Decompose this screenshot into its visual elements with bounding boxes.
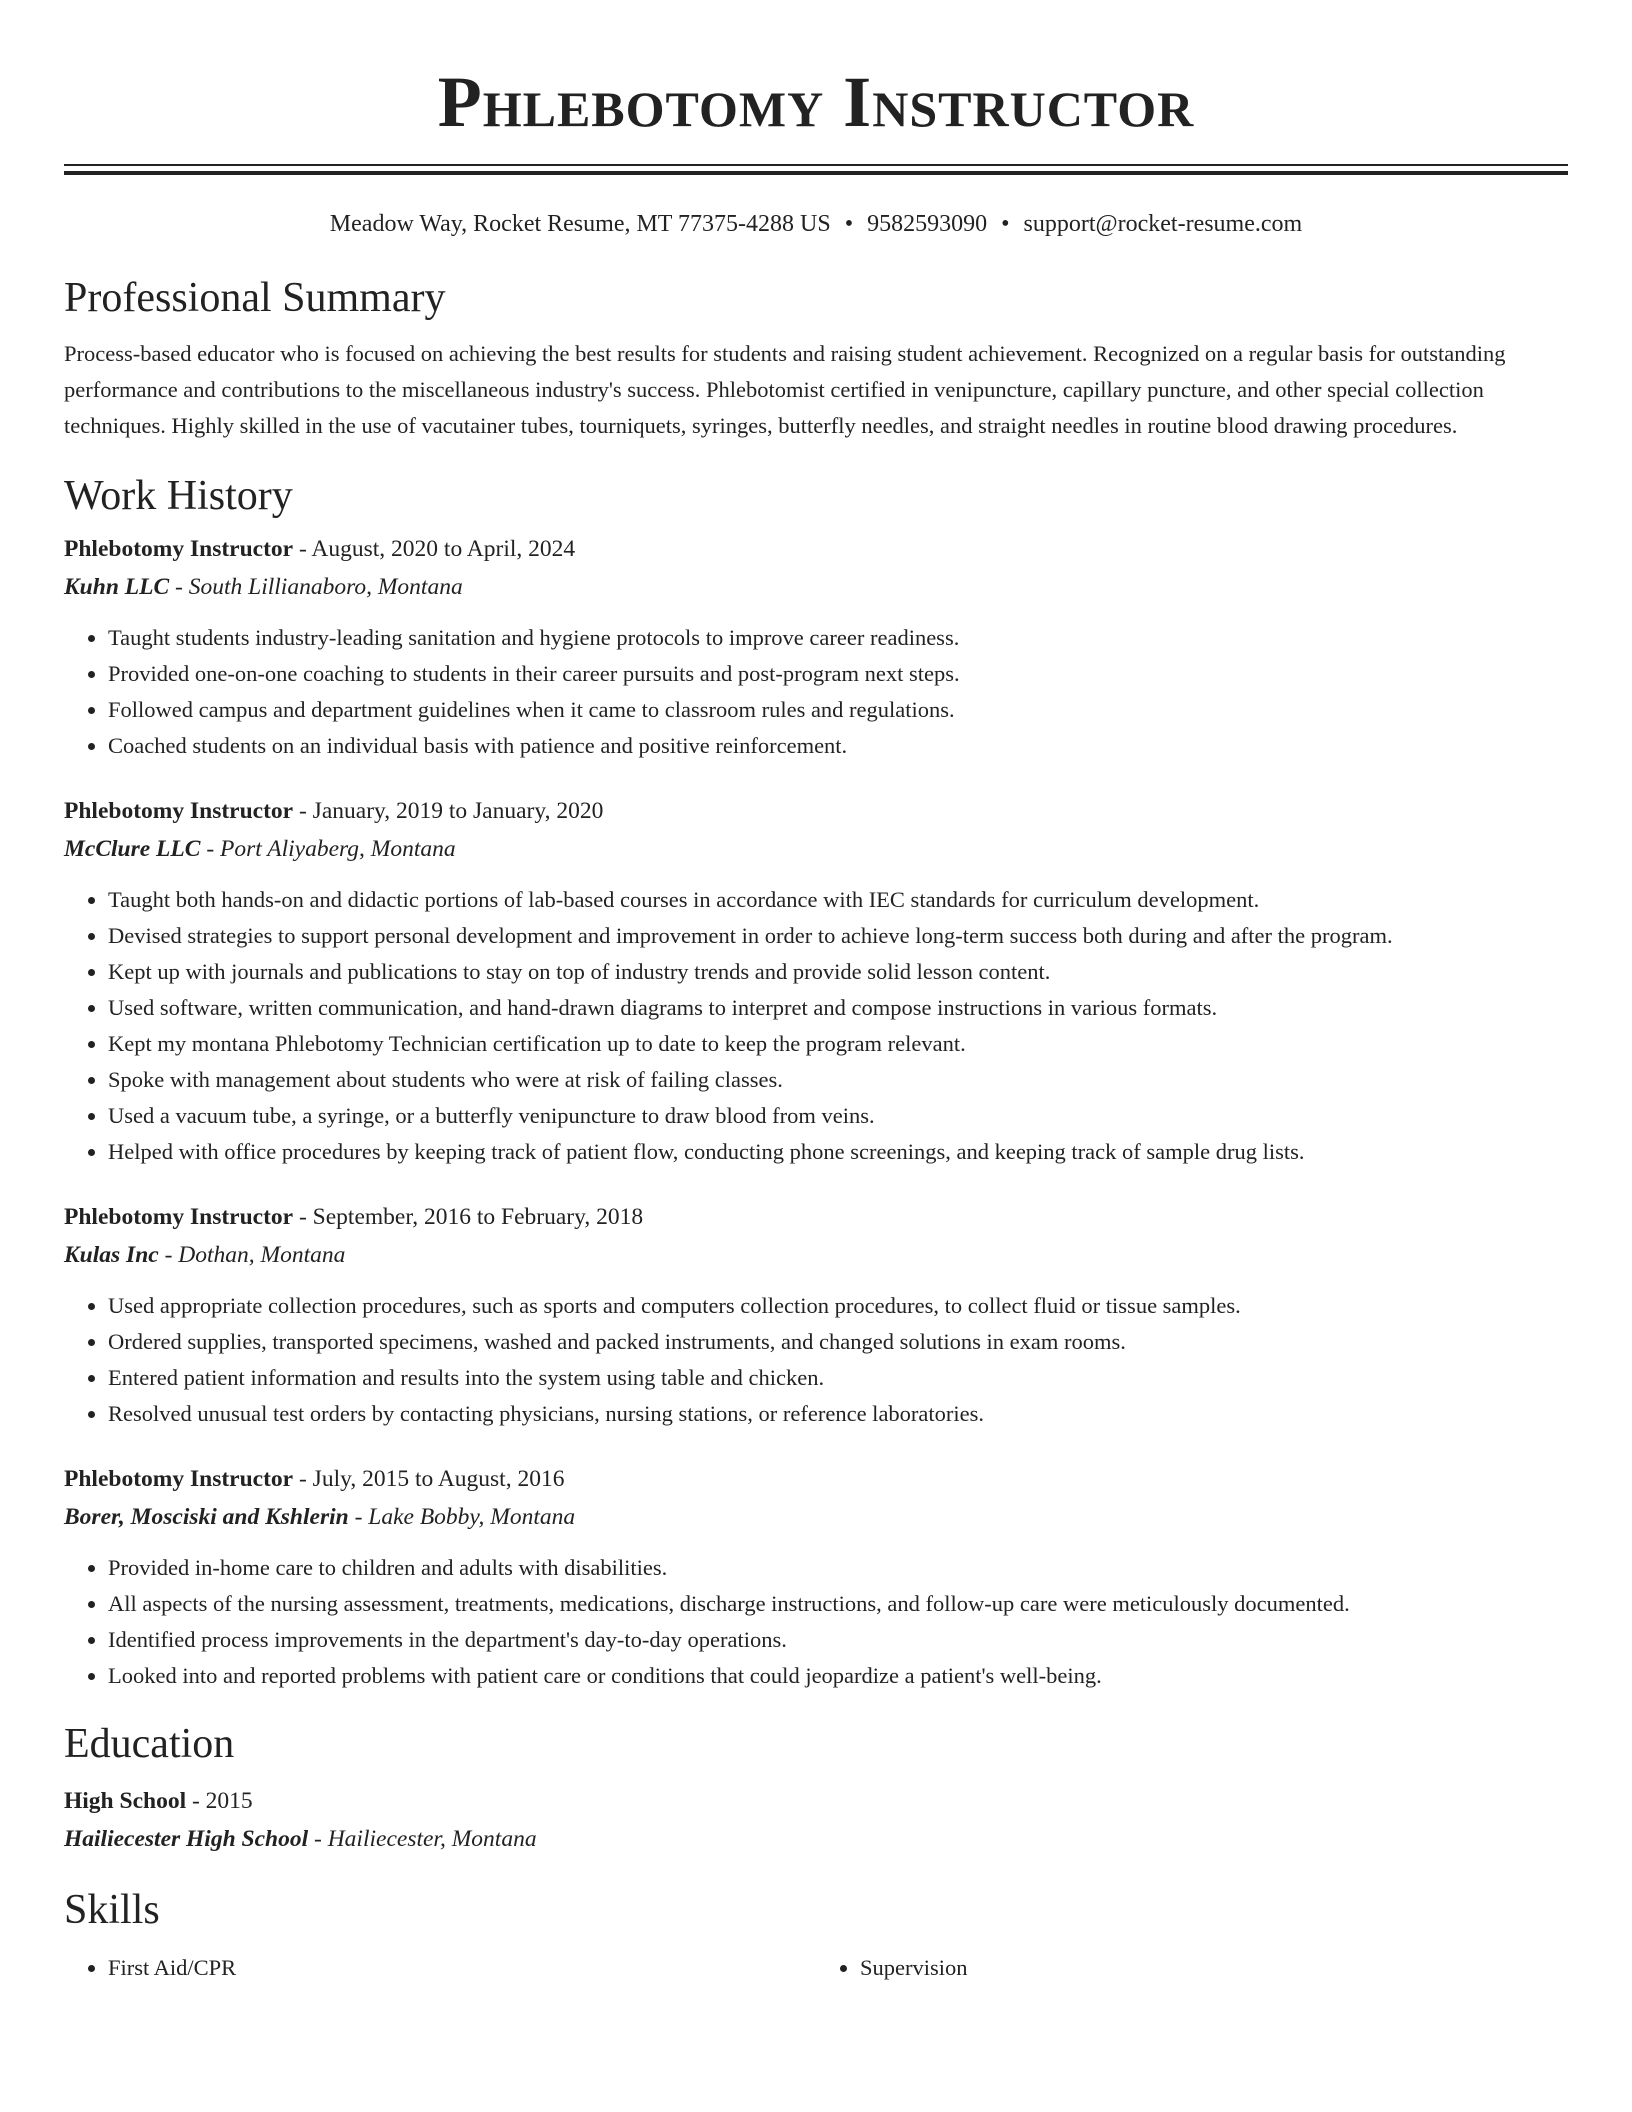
job-location: - South Lillianaboro, Montana (169, 574, 463, 600)
job-bullets (64, 882, 1568, 1170)
education-school-line (64, 1820, 1568, 1858)
skills-heading: Skills (64, 1887, 160, 1933)
job-title: Phlebotomy Instructor (64, 536, 294, 562)
job-bullet: • Kept my montana Phlebotomy Technician certification up to date to keep the program relevant. (108, 1026, 1568, 1062)
job-company: Kuhn LLC (64, 574, 170, 600)
job-bullets (64, 620, 1568, 764)
job-company-line (64, 1236, 1568, 1274)
job-bullet: • Resolved unusual test orders by contacting physicians, nursing stations, or reference laboratories. (108, 1396, 1568, 1432)
job-bullet: • All aspects of the nursing assessment, treatments, medications, discharge instructions, and follow-up care were meticulously documented. (108, 1586, 1568, 1622)
job-company: McClure LLC (64, 836, 201, 862)
job-header (64, 1460, 1568, 1498)
job-bullet: • Used appropriate collection procedures, such as sports and computers collection procedures, to collect fluid or tissue samples. (108, 1288, 1568, 1324)
job-bullet: • Identified process improvements in the department's day-to-day operations. (108, 1622, 1568, 1658)
education-location: - Hailiecester, Montana (308, 1826, 537, 1852)
contact-separator: • (844, 211, 854, 237)
job-title: Phlebotomy Instructor (64, 1466, 294, 1492)
job-entry (64, 530, 1568, 764)
education-header (64, 1782, 1568, 1820)
job-bullet: • Entered patient information and results into the system using table and chicken. (108, 1360, 1568, 1396)
skills-grid (64, 1950, 1568, 1986)
job-location: - Lake Bobby, Montana (348, 1504, 576, 1530)
job-bullet: • Spoke with management about students who were at risk of failing classes. (108, 1062, 1568, 1098)
resume-name: Phlebotomy Instructor (437, 62, 1195, 142)
job-location: - Dothan, Montana (158, 1242, 346, 1268)
job-company-line (64, 1498, 1568, 1536)
contact-separator: • (1001, 211, 1010, 237)
education-heading: Education (64, 1721, 235, 1767)
resume-page (64, 0, 1568, 1986)
job-company: Borer, Mosciski and Kshlerin (64, 1504, 349, 1530)
job-entry (64, 792, 1568, 1170)
skills-column-right (816, 1950, 1568, 1986)
education-school: Hailiecester High School (64, 1826, 309, 1852)
skills-column-left (64, 1950, 816, 1986)
skill-item: • First Aid/CPR (108, 1950, 816, 1986)
job-bullet: • Provided in-home care to children and adults with disabilities. (108, 1550, 1568, 1586)
job-bullet: • Ordered supplies, transported specimens, washed and packed instruments, and changed solutions in exam rooms. (108, 1324, 1568, 1360)
summary-text: Process-based educator who is focused on achieving the best results for students and raising student achievement. Recognized on a regular basis for outstanding performance and contributions to the miscellaneous industry's success. Phlebotomist certified in venipuncture, capillary puncture, and other special collection techniques. Highly skilled in the use of vacutainer tubes, tourniquets, syringes, butterfly needles, and straight needles in routine blood drawing procedures. (64, 341, 1506, 438)
education-year: - 2015 (186, 1788, 253, 1814)
job-entry (64, 1460, 1568, 1694)
job-dates: - July, 2015 to August, 2016 (293, 1466, 565, 1492)
job-bullet: • Followed campus and department guidelines when it came to classroom rules and regulations. (108, 692, 1568, 728)
job-bullet: • Taught students industry-leading sanitation and hygiene protocols to improve career readiness. (108, 620, 1568, 656)
job-bullet: • Devised strategies to support personal development and improvement in order to achieve long-term success both during and after the program. (108, 918, 1568, 954)
contact-address: Meadow Way, Rocket Resume, MT 77375-4288 US (329, 211, 831, 237)
job-bullet: • Coached students on an individual basis with patience and positive reinforcement. (108, 728, 1568, 764)
job-company: Kulas Inc (64, 1242, 159, 1268)
education-degree: High School (64, 1788, 187, 1814)
job-company-line (64, 830, 1568, 868)
job-dates: - August, 2020 to April, 2024 (293, 536, 576, 562)
job-entry (64, 1198, 1568, 1432)
contact-line (64, 208, 1568, 240)
job-company-line (64, 568, 1568, 606)
skill-item: • Supervision (860, 1950, 1568, 1986)
job-bullet: • Looked into and reported problems with patient care or conditions that could jeopardize a patient's well-being. (108, 1658, 1568, 1694)
job-dates: - September, 2016 to February, 2018 (293, 1204, 644, 1230)
job-title: Phlebotomy Instructor (64, 1204, 294, 1230)
job-dates: - January, 2019 to January, 2020 (293, 798, 604, 824)
job-bullet: • Kept up with journals and publications to stay on top of industry trends and provide solid lesson content. (108, 954, 1568, 990)
header-divider (64, 164, 1568, 175)
job-header (64, 792, 1568, 830)
job-header (64, 530, 1568, 568)
job-title: Phlebotomy Instructor (64, 798, 294, 824)
job-bullet: • Used software, written communication, and hand-drawn diagrams to interpret and compose instructions in various formats. (108, 990, 1568, 1026)
job-bullets (64, 1550, 1568, 1694)
job-bullet: • Taught both hands-on and didactic portions of lab-based courses in accordance with IEC standards for curriculum development. (108, 882, 1568, 918)
contact-email: support@rocket-resume.com (1023, 211, 1303, 237)
contact-phone: 9582593090 (867, 211, 988, 237)
job-bullet: • Used a vacuum tube, a syringe, or a butterfly venipuncture to draw blood from veins. (108, 1098, 1568, 1134)
job-bullet: • Helped with office procedures by keeping track of patient flow, conducting phone screenings, and keeping track of sample drug lists. (108, 1134, 1568, 1170)
work-history-heading: Work History (64, 473, 293, 519)
job-bullet: • Provided one-on-one coaching to students in their career pursuits and post-program next steps. (108, 656, 1568, 692)
job-location: - Port Aliyaberg, Montana (200, 836, 456, 862)
education-entry (64, 1782, 1568, 1858)
summary-heading: Professional Summary (64, 275, 446, 321)
job-header (64, 1198, 1568, 1236)
job-bullets (64, 1288, 1568, 1432)
